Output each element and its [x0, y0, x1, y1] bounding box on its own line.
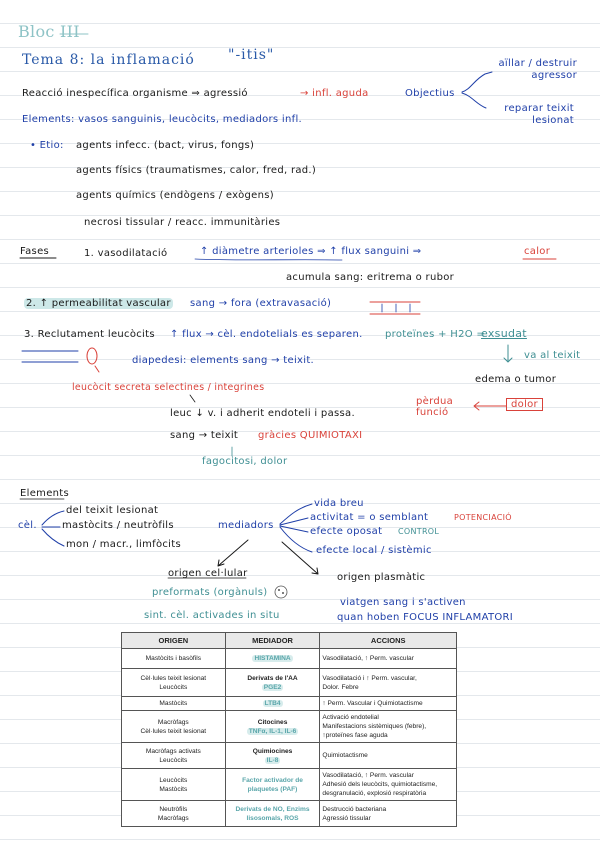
va-al-teixit: va al teixit	[524, 350, 581, 361]
focus-inflamatori: quan hoben FOCUS INFLAMATORI	[337, 612, 514, 623]
cell-accions: Vasodilatació, ↑ Perm. vascular Adhesió dels leucòcits, quimiotactisme, desgranulació, explosió respiratòria	[320, 769, 457, 801]
cell-accions: Vasodilatació, ↑ Perm. vascular	[320, 649, 457, 669]
cell-mediador: IL-8	[266, 756, 279, 764]
fase-1-detail: ↑ diàmetre arterioles ⇒ ↑ flux sanguini ⇒	[200, 246, 422, 257]
header-mediador: MEDIADOR	[225, 633, 320, 649]
infl-aguda: → infl. aguda	[300, 88, 369, 99]
table-row	[122, 669, 457, 697]
dolor-box: dolor	[506, 398, 543, 411]
sang-teixit: sang → teixit	[170, 430, 239, 441]
cell-origen: Cèl·lules teixit lesionat Leucòcits	[122, 669, 226, 697]
perdua-funcio: pèrdua funció	[416, 396, 454, 418]
fase-3-detail: ↑ flux → cèl. endotelials es separen.	[170, 329, 363, 340]
diapedesi: diapedesi: elements sang → teixit.	[132, 355, 315, 366]
mediador-prop: vida breu	[314, 498, 364, 509]
cell-origen: Neutròfils Macròfags	[122, 801, 226, 827]
origen-plasmatic: origen plasmàtic	[337, 572, 426, 583]
table-row	[122, 801, 457, 827]
etio-item: agents infecc. (bact, virus, fongs)	[76, 140, 255, 151]
cell-mediador: Factor activador de plaquetes (PAF)	[225, 769, 320, 801]
cell-mediador: TNFα, IL-1, IL-6	[248, 727, 297, 735]
calor: calor	[524, 246, 551, 257]
objectiu-2: reparar teixit lesionat	[504, 103, 574, 126]
cell-accions: Destrucció bacteriana Agressió tissular	[320, 801, 457, 827]
cell-origen: Mastòcits	[122, 697, 226, 711]
cel-item: mastòcits / neutròfils	[62, 520, 174, 531]
etio-label: • Etio:	[30, 140, 64, 151]
origen-cellular: origen cel·lular	[168, 568, 248, 579]
cell-accions: Vasodilatació i ↑ Perm. vascular, Dolor. Febre	[320, 669, 457, 697]
mediators-table	[121, 632, 457, 827]
cell-accions: Quimiotactisme	[320, 743, 457, 769]
proteines-h2o: proteïnes + H2O =	[385, 329, 486, 340]
header-accions: ACCIONS	[320, 633, 457, 649]
tema-title: Tema 8: la inflamació	[22, 52, 195, 68]
control: CONTROL	[398, 527, 440, 536]
cell-origen: Mastòcits i basòfils	[122, 649, 226, 669]
potenciacio: POTENCIACIÓ	[454, 513, 512, 522]
cell-accions: ↑ Perm. Vascular i Quimiotactisme	[320, 697, 457, 711]
etio-item: necrosi tissular / reacc. immunitàries	[84, 217, 281, 228]
cell-mediador: LTB4	[264, 700, 281, 707]
table-row	[122, 711, 457, 743]
viatgen-sang: viatgen sang i s'activen	[340, 597, 466, 608]
mediador-prop: activitat = o semblant	[310, 512, 429, 523]
fase-2-detail: sang → fora (extravasació)	[190, 298, 332, 309]
mediadors-label: mediadors	[218, 520, 274, 531]
preformats: preformats (orgànuls)	[152, 587, 268, 598]
table-row	[122, 743, 457, 769]
etio-item: agents físics (traumatismes, calor, fred, rad.)	[76, 165, 317, 176]
cell-mediador-title: Derivats de l'AA	[247, 674, 298, 682]
bloc-title: Bloc III	[18, 22, 80, 41]
table-row	[122, 769, 457, 801]
leuc-adherit: leuc ↓ v. i adherit endoteli i passa.	[170, 408, 355, 419]
leucocit-secreta: leucòcit secreta selectines / integrines	[72, 382, 265, 393]
cell-accions: Activació endotelial Manifestacions sistèmiques (febre), ↑proteïnes fase aguda	[320, 711, 457, 743]
objectius-label: Objectius	[405, 88, 455, 99]
cell-origen: Leucòcits Mastòcits	[122, 769, 226, 801]
table-row	[122, 649, 457, 669]
mediador-prop: efecte oposat	[310, 526, 383, 537]
mediador-prop: efecte local / sistèmic	[316, 545, 432, 556]
header-origen: ORIGEN	[122, 633, 226, 649]
cell-mediador: HISTAMINA	[254, 655, 291, 662]
fase-1-sub: acumula sang: eritrema o rubor	[286, 272, 455, 283]
cell-mediador: PGE2	[263, 683, 282, 691]
etio-item: agents químics (endògens / exògens)	[76, 190, 274, 201]
reaccio-definition: Reacció inespecífica organisme ⇒ agressió	[22, 88, 248, 99]
fase-2: 2. ↑ permeabilitat vascular	[26, 298, 171, 309]
fases-label: Fases	[20, 246, 50, 257]
cell-mediador-title: Citocines	[257, 718, 288, 726]
exsudat: exsudat	[481, 327, 527, 340]
objectiu-1: aïllar / destruir agressor	[498, 58, 577, 81]
elements-title: Elements	[20, 488, 70, 499]
fase-1: 1. vasodilatació	[84, 248, 168, 259]
table-header-row	[122, 633, 457, 649]
fase-3: 3. Reclutament leucòcits	[24, 329, 155, 340]
gracies-quimiotaxi: gràcies QUIMIOTAXI	[258, 430, 363, 441]
cel-item: del teixit lesionat	[66, 505, 159, 516]
sintetitzats: sint. cèl. activades in situ	[144, 610, 280, 621]
elements-line: Elements: vasos sanguinis, leucòcits, mediadors infl.	[22, 114, 303, 125]
cel-item: mon / macr., limfòcits	[66, 539, 181, 550]
cell-mediador-title: Quimiocines	[252, 747, 293, 755]
cell-origen: Macròfags activats Leucòcits	[122, 743, 226, 769]
cel-label: cèl.	[18, 520, 37, 531]
cell-origen: Macròfags Cèl·lules teixit lesionat	[122, 711, 226, 743]
cell-mediador: Derivats de NO, Enzims lisosomals, ROS	[225, 801, 320, 827]
table-row	[122, 697, 457, 711]
itis-suffix: "-itis"	[228, 47, 275, 63]
edema-tumor: edema o tumor	[475, 374, 557, 385]
fagocitosi: fagocitosi, dolor	[202, 456, 288, 467]
